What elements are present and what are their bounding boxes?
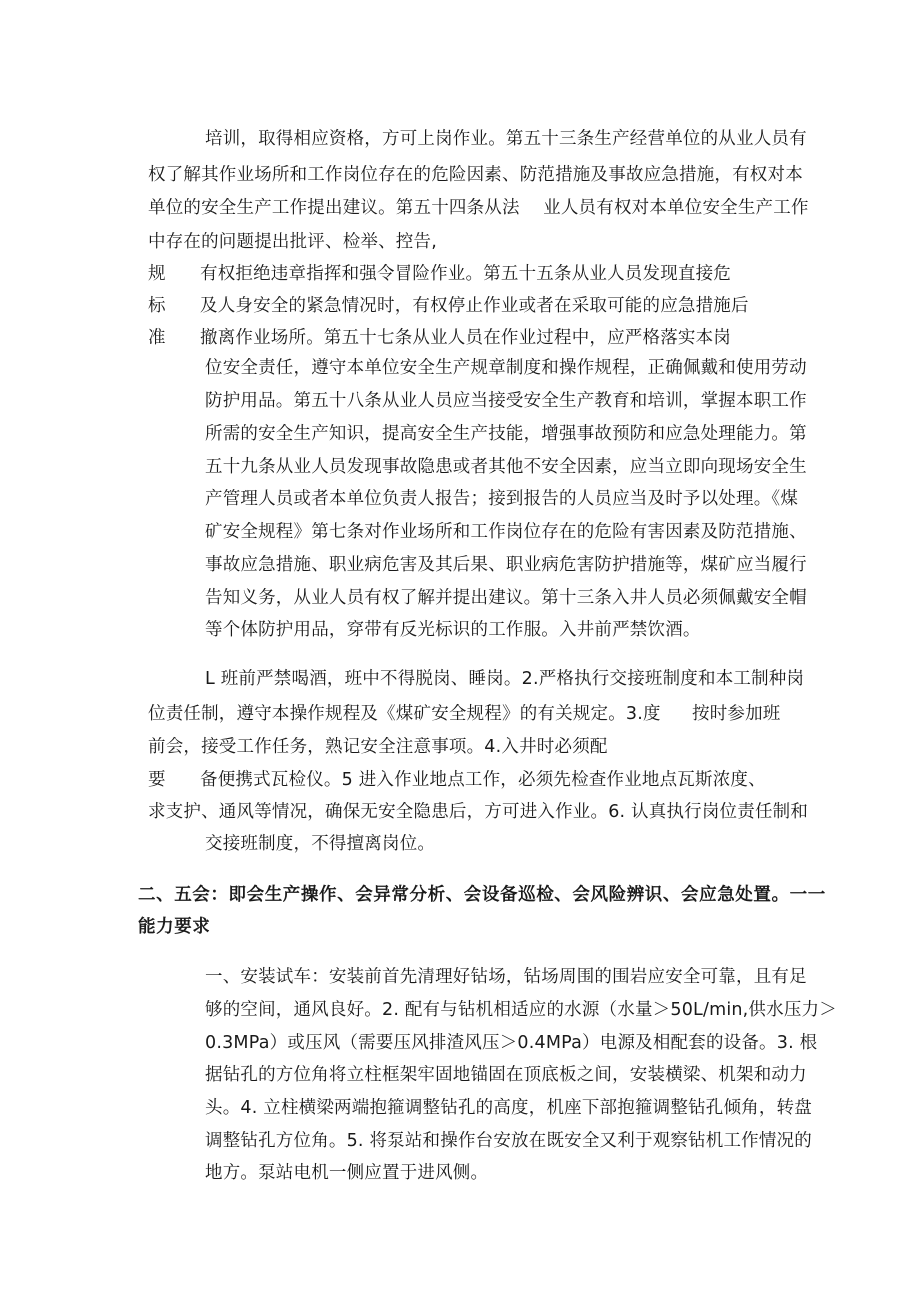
paragraph-line: 五十九条从业人员发现事故隐患或者其他不安全因素，应当立即向现场安全生 [205, 457, 807, 477]
paragraph-line: 调整钻孔方位角。5. 将泵站和操作台安放在既安全又利于观察钻机工作情况的 [205, 1131, 812, 1151]
paragraph-line: 及人身安全的紧急情况时，有权停止作业或者在采取可能的应急措施后 [200, 296, 749, 316]
paragraph-line: 头。4. 立柱横梁两端抱箍调整钻孔的高度，机座下部抱箍调整钻孔倾角，转盘 [205, 1098, 812, 1118]
paragraph-line: 所需的安全生产知识，提高安全生产技能，增强事故预防和应急处理能力。第 [205, 424, 807, 444]
paragraph-line: 位安全责任，遵守本单位安全生产规章制度和操作规程，正确佩戴和使用劳动 [205, 358, 807, 378]
paragraph-line: 0.3MPa）或压风（需要压风排渣风压＞0.4MPa）电源及相配套的设备。3. 根 [205, 1033, 818, 1053]
paragraph-line: 培训，取得相应资格，方可上岗作业。第五十三条生产经营单位的从业人员有 [205, 129, 807, 149]
paragraph-line: 单位的安全生产工作提出建议。第五十四条从法 业人员有权对本单位安全生产工作 [148, 198, 809, 218]
paragraph-line: 告知义务，从业人员有权了解并提出建议。第十三条入井人员必须佩戴安全帽 [205, 588, 807, 608]
paragraph-line: 求支护、通风等情况，确保无安全隐患后，方可进入作业。6. 认真执行岗位责任制和 [148, 802, 809, 822]
paragraph-line: L 班前严禁喝酒，班中不得脱岗、睡岗。2.严格执行交接班制度和本工制种岗 [205, 669, 805, 689]
section-heading: 能力要求 [138, 917, 211, 937]
side-label: 标 [148, 296, 166, 316]
section-heading: 二、五会：即会生产操作、会异常分析、会设备巡检、会风险辨识、会应急处置。一一 [138, 885, 826, 905]
paragraph-line: 位责任制，遵守本操作规程及《煤矿安全规程》的有关规定。3.度 [148, 704, 661, 724]
paragraph-line: 中存在的问题提出批评、检举、控告, [148, 232, 437, 252]
side-label: 规 [148, 264, 166, 284]
paragraph-line: 有权拒绝违章指挥和强令冒险作业。第五十五条从业人员发现直接危 [200, 264, 731, 284]
paragraph-line: 交接班制度，不得擅离岗位。 [205, 834, 436, 854]
paragraph-line: 够的空间，通风良好。2. 配有与钻机相适应的水源（水量＞50L/min,供水压力＞ [205, 1000, 837, 1020]
paragraph-line: 撤离作业场所。第五十七条从业人员在作业过程中，应严格落实本岗 [200, 328, 731, 348]
paragraph-line: 等个体防护用品，穿带有反光标识的工作服。入井前严禁饮酒。 [205, 620, 701, 640]
paragraph-line: 事故应急措施、职业病危害及其后果、职业病危害防护措施等，煤矿应当履行 [205, 555, 807, 575]
side-label: 要 [148, 770, 166, 790]
paragraph-line: 据钻孔的方位角将立柱框架牢固地锚固在顶底板之间，安装横梁、机架和动力 [205, 1065, 807, 1085]
paragraph-line: 备便携式瓦检仪。5 进入作业地点工作，必须先检查作业地点瓦斯浓度、 [200, 770, 766, 790]
paragraph-line: 地方。泵站电机一侧应置于进风侧。 [205, 1163, 489, 1183]
paragraph-line: 产管理人员或者本单位负责人报告；接到报告的人员应当及时予以处理。《煤 [205, 489, 799, 509]
paragraph-line: 防护用品。第五十八条从业人员应当接受安全生产教育和培训，掌握本职工作 [205, 391, 807, 411]
paragraph-line: 前会，接受工作任务，熟记安全注意事项。4.入井时必须配 [148, 737, 608, 757]
paragraph-line: 矿安全规程》第七条对作业场所和工作岗位存在的危险有害因素及防范措施、 [205, 522, 807, 542]
side-label: 准 [148, 328, 166, 348]
paragraph-line: 按时参加班 [692, 704, 781, 724]
paragraph-line: 一、安装试车：安装前首先清理好钻场，钻场周围的围岩应安全可靠，且有足 [205, 967, 807, 987]
paragraph-line: 权了解其作业场所和工作岗位存在的危险因素、防范措施及事故应急措施，有权对本 [148, 165, 803, 185]
